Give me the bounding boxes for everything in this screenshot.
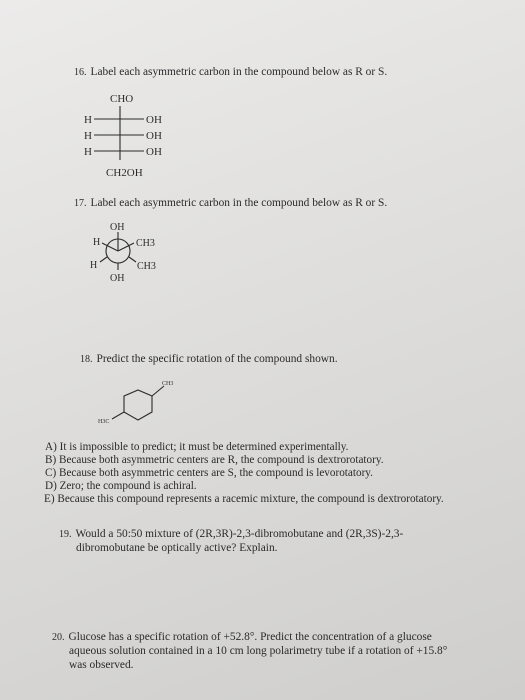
newman-back-right: CH3 xyxy=(137,261,156,272)
question-17 xyxy=(74,197,387,211)
newman-back-bottom: OH xyxy=(110,273,125,284)
newman-front-right: CH3 xyxy=(136,238,155,249)
answer-choice-c: C) Because both asymmetric centers are S, the compound is levorotatory. xyxy=(45,467,373,479)
fischer-left-1: H xyxy=(84,114,92,126)
newman-front-left: H xyxy=(93,237,101,248)
newman-front-top: OH xyxy=(110,222,125,233)
fischer-top-label: CHO xyxy=(110,93,134,105)
methyl-label-left: H3C xyxy=(98,419,110,425)
question-line-1: Would a 50:50 mixture of (2R,3R)-2,3-dibromobutane and (2R,3S)-2,3- xyxy=(75,528,404,540)
newman-back-left: H xyxy=(90,260,98,271)
question-text: Predict the specific rotation of the compound shown. xyxy=(96,353,338,365)
fischer-right-3: OH xyxy=(146,146,162,158)
fischer-left-2: H xyxy=(84,130,92,142)
fischer-projection xyxy=(70,88,190,184)
question-16 xyxy=(74,66,387,80)
fischer-right-1: OH xyxy=(146,114,162,126)
question-line-1: Glucose has a specific rotation of +52.8°. Predict the concentration of a glucose xyxy=(68,631,432,643)
answer-choice-b: B) Because both asymmetric centers are R, the compound is dextrorotatory. xyxy=(45,454,384,466)
question-number: 16. xyxy=(74,67,87,78)
question-text: Label each asymmetric carbon in the compound below as R or S. xyxy=(90,197,388,209)
question-19-line-2: dibromobutane be optically active? Explain. xyxy=(76,542,278,554)
question-number: 17. xyxy=(74,198,87,209)
fischer-left-3: H xyxy=(84,146,92,158)
answer-choice-d: D) Zero; the compound is achiral. xyxy=(45,480,197,492)
question-20-line-3: was observed. xyxy=(69,659,134,671)
fischer-right-2: OH xyxy=(146,130,162,142)
question-19 xyxy=(59,528,403,542)
question-number: 18. xyxy=(80,354,93,365)
question-18 xyxy=(80,353,338,367)
question-20 xyxy=(52,631,432,645)
cyclohexane-structure xyxy=(90,372,210,434)
question-text: Label each asymmetric carbon in the compound below as R or S. xyxy=(90,66,388,78)
fischer-bottom-label: CH2OH xyxy=(106,167,143,179)
question-number: 20. xyxy=(52,632,65,643)
methyl-label-top: CH3 xyxy=(162,381,174,387)
question-number: 19. xyxy=(59,529,72,540)
answer-choice-e: E) Because this compound represents a racemic mixture, the compound is dextrorotatory. xyxy=(44,493,444,505)
answer-choice-a: A) It is impossible to predict; it must be determined experimentally. xyxy=(45,441,349,453)
question-20-line-2: aqueous solution contained in a 10 cm long polarimetry tube if a rotation of +15.8° xyxy=(69,645,448,657)
newman-projection xyxy=(80,218,190,290)
